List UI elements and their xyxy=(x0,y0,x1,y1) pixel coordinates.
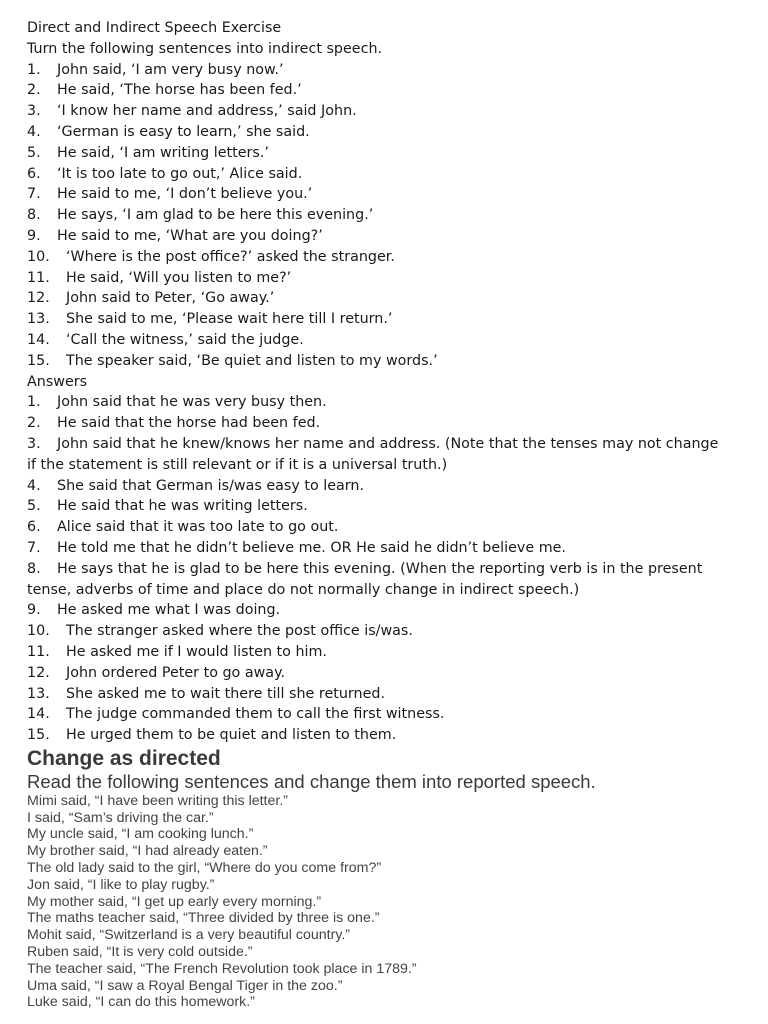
sentence-item: My mother said, “I get up early every morning.” xyxy=(27,893,322,910)
change-as-directed-section xyxy=(27,748,757,1011)
question-item xyxy=(27,122,757,143)
sentence-item: The teacher said, “The French Revolution took place in 1789.” xyxy=(27,960,417,977)
answer-continuation: if the statement is still relevant or if it is a universal truth.) xyxy=(27,456,448,473)
answer-text: He says that he is glad to be here this evening. (When the reporting verb is in the present xyxy=(57,560,703,577)
question-text: He says, ‘I am glad to be here this evening.’ xyxy=(57,207,374,224)
question-number: 1. xyxy=(27,61,41,78)
question-number: 11. xyxy=(27,269,50,286)
answer-number: 12. xyxy=(27,664,50,681)
question-item xyxy=(27,101,757,122)
answer-text: He asked me what I was doing. xyxy=(57,602,281,619)
answer-text: Alice said that it was too late to go out. xyxy=(57,519,339,536)
question-item xyxy=(27,309,757,330)
question-number: 15. xyxy=(27,352,50,369)
question-text: ‘It is too late to go out,’ Alice said. xyxy=(57,165,303,182)
exercise-instruction: Turn the following sentences into indirect speech. xyxy=(27,40,383,57)
answer-number: 15. xyxy=(27,727,50,744)
question-text: ‘German is easy to learn,’ she said. xyxy=(57,123,310,140)
answer-item xyxy=(27,600,757,621)
question-item xyxy=(27,184,757,205)
answer-number: 4. xyxy=(27,477,41,494)
question-number: 10. xyxy=(27,248,50,265)
document-page xyxy=(27,18,757,1011)
section-heading: Change as directed xyxy=(27,746,221,770)
sentence-item: The maths teacher said, “Three divided by three is one.” xyxy=(27,910,380,927)
answer-number: 9. xyxy=(27,602,41,619)
question-text: ‘Call the witness,’ said the judge. xyxy=(66,331,304,348)
answer-item xyxy=(27,392,757,413)
answer-text: He urged them to be quiet and listen to them. xyxy=(66,727,397,744)
question-text: ‘Where is the post office?’ asked the stranger. xyxy=(66,248,395,265)
question-number: 7. xyxy=(27,186,41,203)
question-item xyxy=(27,226,757,247)
answer-item xyxy=(27,413,757,434)
question-item xyxy=(27,288,757,309)
answer-number: 8. xyxy=(27,560,41,577)
answer-text: She asked me to wait there till she returned. xyxy=(66,685,386,702)
answer-item xyxy=(27,642,757,663)
question-text: She said to me, ‘Please wait here till I return.’ xyxy=(66,311,393,328)
answer-number: 1. xyxy=(27,394,41,411)
question-item xyxy=(27,164,757,185)
answer-number: 2. xyxy=(27,415,41,432)
sentence-list xyxy=(27,793,757,1011)
answer-text: He said that he was writing letters. xyxy=(57,498,308,515)
answer-item xyxy=(27,704,757,725)
answer-item xyxy=(27,496,757,517)
question-number: 13. xyxy=(27,311,50,328)
question-item xyxy=(27,60,757,81)
sentence-item: Luke said, “I can do this homework.” xyxy=(27,994,255,1011)
answer-item xyxy=(27,538,757,559)
question-text: He said to me, ‘What are you doing?’ xyxy=(57,227,323,244)
question-item xyxy=(27,247,757,268)
question-text: He said, ‘The horse has been fed.’ xyxy=(57,82,302,99)
answer-text: John ordered Peter to go away. xyxy=(66,664,286,681)
question-number: 14. xyxy=(27,331,50,348)
question-number: 6. xyxy=(27,165,41,182)
answer-number: 6. xyxy=(27,519,41,536)
answer-number: 14. xyxy=(27,706,50,723)
answer-text: He asked me if I would listen to him. xyxy=(66,643,327,660)
sentence-item: Jon said, “I like to play rugby.” xyxy=(27,876,215,893)
answer-text: The stranger asked where the post office is/was. xyxy=(66,623,413,640)
answer-item xyxy=(27,725,757,746)
answer-number: 13. xyxy=(27,685,50,702)
sentence-item: The old lady said to the girl, “Where do you come from?” xyxy=(27,860,382,877)
answer-number: 10. xyxy=(27,623,50,640)
answer-number: 3. xyxy=(27,435,41,452)
question-text: He said to me, ‘I don’t believe you.’ xyxy=(57,186,313,203)
sentence-item: Mimi said, “I have been writing this letter.” xyxy=(27,792,288,809)
sentence-item: My uncle said, “I am cooking lunch.” xyxy=(27,826,254,843)
sentence-item: I said, “Sam’s driving the car.” xyxy=(27,809,214,826)
answer-text: John said that he knew/knows her name and address. (Note that the tenses may not change xyxy=(57,435,719,452)
answer-list xyxy=(27,392,757,746)
answer-item xyxy=(27,663,757,684)
question-number: 9. xyxy=(27,227,41,244)
answer-number: 7. xyxy=(27,539,41,556)
answer-number: 5. xyxy=(27,498,41,515)
section-instruction: Read the following sentences and change them into reported speech. xyxy=(27,770,596,792)
answer-number: 11. xyxy=(27,643,50,660)
answer-item xyxy=(27,559,757,580)
answer-text: John said that he was very busy then. xyxy=(57,394,327,411)
question-number: 8. xyxy=(27,207,41,224)
answer-text: She said that German is/was easy to learn. xyxy=(57,477,365,494)
question-list xyxy=(27,60,757,372)
answer-text: The judge commanded them to call the first witness. xyxy=(66,706,445,723)
question-item xyxy=(27,143,757,164)
answer-continuation: tense, adverbs of time and place do not normally change in indirect speech.) xyxy=(27,581,580,598)
question-text: John said, ‘I am very busy now.’ xyxy=(57,61,284,78)
question-item xyxy=(27,268,757,289)
question-item xyxy=(27,330,757,351)
answer-item xyxy=(27,621,757,642)
question-text: John said to Peter, ‘Go away.’ xyxy=(66,290,275,307)
answer-item xyxy=(27,476,757,497)
sentence-item: My brother said, “I had already eaten.” xyxy=(27,843,268,860)
question-item xyxy=(27,80,757,101)
question-text: ‘I know her name and address,’ said John. xyxy=(57,103,357,120)
question-number: 12. xyxy=(27,290,50,307)
answer-item xyxy=(27,434,757,455)
question-number: 2. xyxy=(27,82,41,99)
question-number: 4. xyxy=(27,123,41,140)
question-item xyxy=(27,351,757,372)
document-title: Direct and Indirect Speech Exercise xyxy=(27,20,282,36)
answer-item xyxy=(27,684,757,705)
answer-text: He told me that he didn’t believe me. OR He said he didn’t believe me. xyxy=(57,539,566,556)
answer-item xyxy=(27,517,757,538)
sentence-item: Uma said, “I saw a Royal Bengal Tiger in the zoo.” xyxy=(27,977,343,994)
answer-text: He said that the horse had been fed. xyxy=(57,415,321,432)
question-item xyxy=(27,205,757,226)
question-number: 3. xyxy=(27,103,41,120)
question-text: The speaker said, ‘Be quiet and listen to my words.’ xyxy=(66,352,438,369)
question-number: 5. xyxy=(27,144,41,161)
question-text: He said, ‘Will you listen to me?’ xyxy=(66,269,292,286)
exercise-section xyxy=(27,18,757,746)
sentence-item: Mohit said, “Switzerland is a very beautiful country.” xyxy=(27,927,351,944)
sentence-item: Ruben said, “It is very cold outside.” xyxy=(27,944,253,961)
answers-heading: Answers xyxy=(27,373,88,390)
question-text: He said, ‘I am writing letters.’ xyxy=(57,144,269,161)
